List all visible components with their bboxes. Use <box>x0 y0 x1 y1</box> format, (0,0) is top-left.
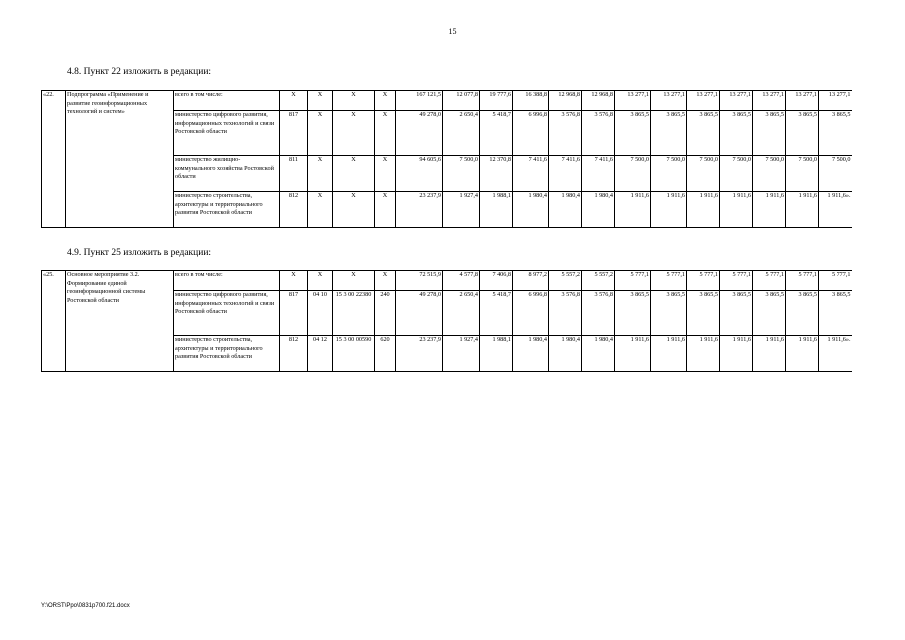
year-amount-cell: 7 500,0 <box>720 156 753 192</box>
csr-code-cell: X <box>333 156 375 192</box>
vr-code-cell: X <box>375 91 396 111</box>
year-amount-cell: 1 988,1 <box>480 336 513 372</box>
rzpr-code-cell: X <box>308 111 333 156</box>
grbs-code-cell: 817 <box>280 291 308 336</box>
rzpr-code-cell: 04 10 <box>308 291 333 336</box>
year-amount-cell: 12 077,8 <box>443 91 480 111</box>
year-amount-cell: 3 576,8 <box>582 291 615 336</box>
rzpr-code-cell: X <box>308 91 333 111</box>
year-amount-cell: 7 500,0 <box>615 156 651 192</box>
csr-code-cell: X <box>333 192 375 228</box>
year-amount-cell: 13 277,1 <box>615 91 651 111</box>
grbs-code-cell: 812 <box>280 192 308 228</box>
year-amount-cell: 5 557,2 <box>582 271 615 291</box>
table-row <box>42 271 905 291</box>
program-name-cell: Основное мероприятие 3.2. Формирование единой геоинформационной системы Ростовской области <box>66 271 174 372</box>
year-amount-cell: 3 865,5 <box>687 291 720 336</box>
csr-code-cell: X <box>333 111 375 156</box>
executor-cell: министерство цифрового развития, информационных технологий и связи Ростовской области <box>174 111 280 156</box>
year-amount-cell: 7 500,0 <box>753 156 786 192</box>
year-amount-cell: 13 277,1 <box>651 91 687 111</box>
budget-table-item-25 <box>41 270 905 372</box>
year-amount-cell: 1 927,4 <box>443 336 480 372</box>
vr-code-cell: 240 <box>375 291 396 336</box>
year-amount-cell: 5 777,1 <box>687 271 720 291</box>
year-amount-cell: 6 996,8 <box>513 291 549 336</box>
year-amount-cell: 1 980,4 <box>582 336 615 372</box>
year-amount-cell: 3 576,8 <box>582 111 615 156</box>
year-amount-cell: 5 777,1 <box>615 271 651 291</box>
year-amount-cell: 5 418,7 <box>480 291 513 336</box>
grbs-code-cell: 811 <box>280 156 308 192</box>
section-heading-4-8: 4.8. Пункт 22 изложить в редакции: <box>67 67 212 77</box>
year-amount-cell: 7 500,0 <box>687 156 720 192</box>
vr-code-cell: X <box>375 111 396 156</box>
year-amount-cell: 3 865,5 <box>819 111 852 156</box>
section-heading-4-9: 4.9. Пункт 25 изложить в редакции: <box>67 248 212 258</box>
table-row <box>42 91 905 111</box>
year-amount-cell: 5 557,2 <box>549 271 582 291</box>
year-amount-cell: 3 865,5 <box>651 111 687 156</box>
year-amount-cell: 2 650,4 <box>443 111 480 156</box>
year-amount-cell: 13 277,1 <box>753 91 786 111</box>
year-amount-cell: 1 911,6 <box>651 192 687 228</box>
year-amount-cell: 12 370,8 <box>480 156 513 192</box>
year-amount-cell: 6 996,8 <box>513 111 549 156</box>
year-amount-cell: 1 911,6 <box>753 336 786 372</box>
year-amount-cell: 7 411,6 <box>513 156 549 192</box>
grbs-code-cell: X <box>280 91 308 111</box>
year-amount-cell: 5 777,1 <box>651 271 687 291</box>
total-amount-cell: 94 605,6 <box>396 156 443 192</box>
year-amount-cell: 7 500,0 <box>786 156 819 192</box>
csr-code-cell: 15 3 00 22380 <box>333 291 375 336</box>
year-amount-cell: 7 500,0 <box>443 156 480 192</box>
vr-code-cell: 620 <box>375 336 396 372</box>
year-amount-cell: 16 388,8 <box>513 91 549 111</box>
year-amount-cell: 1 911,6 <box>651 336 687 372</box>
year-amount-cell: 1 911,6 <box>753 192 786 228</box>
year-amount-cell: 19 777,6 <box>480 91 513 111</box>
budget-table-item-22 <box>41 90 905 228</box>
executor-cell: всего в том числе: <box>174 91 280 111</box>
year-amount-cell: 3 865,5 <box>651 291 687 336</box>
year-amount-cell: 3 865,5 <box>615 291 651 336</box>
year-amount-cell: 1 911,6 <box>687 192 720 228</box>
executor-cell: министерство строительства, архитектуры и территориального развития Ростовской области <box>174 192 280 228</box>
year-amount-cell: 1 911,6 <box>615 192 651 228</box>
year-amount-cell: 7 406,8 <box>480 271 513 291</box>
grbs-code-cell: X <box>280 271 308 291</box>
year-amount-cell: 12 968,8 <box>549 91 582 111</box>
year-amount-cell: 7 500,0 <box>819 156 852 192</box>
year-amount-cell: 2 650,4 <box>443 291 480 336</box>
year-amount-cell: 3 865,5 <box>753 291 786 336</box>
year-amount-cell: 1 911,6». <box>819 192 852 228</box>
executor-cell: министерство жилищно-коммунального хозяйства Ростовской области <box>174 156 280 192</box>
year-amount-cell: 3 865,5 <box>720 111 753 156</box>
executor-cell: министерство строительства, архитектуры и территориального развития Ростовской области <box>174 336 280 372</box>
year-amount-cell: 1 911,6 <box>720 192 753 228</box>
year-amount-cell: 3 865,5 <box>786 111 819 156</box>
year-amount-cell: 1 980,4 <box>513 192 549 228</box>
rzpr-code-cell: 04 12 <box>308 336 333 372</box>
year-amount-cell: 5 777,1 <box>786 271 819 291</box>
year-amount-cell: 13 277,1 <box>687 91 720 111</box>
executor-cell: всего в том числе: <box>174 271 280 291</box>
year-amount-cell: 5 777,1 <box>753 271 786 291</box>
year-amount-cell: 7 411,6 <box>549 156 582 192</box>
item-number-cell: «25. <box>42 271 66 372</box>
grbs-code-cell: 817 <box>280 111 308 156</box>
year-amount-cell: 5 418,7 <box>480 111 513 156</box>
total-amount-cell: 23 237,9 <box>396 336 443 372</box>
year-amount-cell: 13 277,1 <box>786 91 819 111</box>
year-amount-cell: 13 277,1 <box>720 91 753 111</box>
item-number-cell: «22. <box>42 91 66 228</box>
file-path-footer: Y:\ORST\Ppo\0831p700.f21.docx <box>41 603 130 609</box>
grbs-code-cell: 812 <box>280 336 308 372</box>
total-amount-cell: 49 278,0 <box>396 111 443 156</box>
year-amount-cell: 3 865,5 <box>687 111 720 156</box>
year-amount-cell: 1 911,6 <box>786 336 819 372</box>
year-amount-cell: 3 865,5 <box>615 111 651 156</box>
year-amount-cell: 1 911,6 <box>615 336 651 372</box>
year-amount-cell: 1 927,4 <box>443 192 480 228</box>
total-amount-cell: 167 121,5 <box>396 91 443 111</box>
year-amount-cell: 1 980,4 <box>549 336 582 372</box>
rzpr-code-cell: X <box>308 192 333 228</box>
vr-code-cell: X <box>375 271 396 291</box>
year-amount-cell: 5 777,1 <box>819 271 852 291</box>
year-amount-cell: 3 865,5 <box>720 291 753 336</box>
rzpr-code-cell: X <box>308 271 333 291</box>
year-amount-cell: 3 865,5 <box>786 291 819 336</box>
year-amount-cell: 3 576,8 <box>549 111 582 156</box>
year-amount-cell: 1 911,6 <box>687 336 720 372</box>
vr-code-cell: X <box>375 156 396 192</box>
year-amount-cell: 1 980,4 <box>513 336 549 372</box>
rzpr-code-cell: X <box>308 156 333 192</box>
vr-code-cell: X <box>375 192 396 228</box>
total-amount-cell: 72 515,9 <box>396 271 443 291</box>
csr-code-cell: 15 3 00 00590 <box>333 336 375 372</box>
year-amount-cell: 13 277,1 <box>819 91 852 111</box>
year-amount-cell: 3 865,5 <box>753 111 786 156</box>
year-amount-cell: 12 968,8 <box>582 91 615 111</box>
year-amount-cell: 7 411,6 <box>582 156 615 192</box>
total-amount-cell: 49 278,0 <box>396 291 443 336</box>
page-number: 15 <box>448 27 457 36</box>
executor-cell: министерство цифрового развития, информационных технологий и связи Ростовской области <box>174 291 280 336</box>
year-amount-cell: 1 911,6 <box>720 336 753 372</box>
year-amount-cell: 1 988,1 <box>480 192 513 228</box>
year-amount-cell: 8 977,2 <box>513 271 549 291</box>
year-amount-cell: 5 777,1 <box>720 271 753 291</box>
year-amount-cell: 1 980,4 <box>549 192 582 228</box>
total-amount-cell: 23 237,9 <box>396 192 443 228</box>
year-amount-cell: 1 911,6 <box>786 192 819 228</box>
year-amount-cell: 3 576,8 <box>549 291 582 336</box>
csr-code-cell: X <box>333 271 375 291</box>
year-amount-cell: 3 865,5 <box>819 291 852 336</box>
year-amount-cell: 4 577,8 <box>443 271 480 291</box>
year-amount-cell: 7 500,0 <box>651 156 687 192</box>
program-name-cell: Подпрограмма «Применение и развитие геоинформационных технологий и систем» <box>66 91 174 228</box>
csr-code-cell: X <box>333 91 375 111</box>
year-amount-cell: 1 911,6». <box>819 336 852 372</box>
year-amount-cell: 1 980,4 <box>582 192 615 228</box>
